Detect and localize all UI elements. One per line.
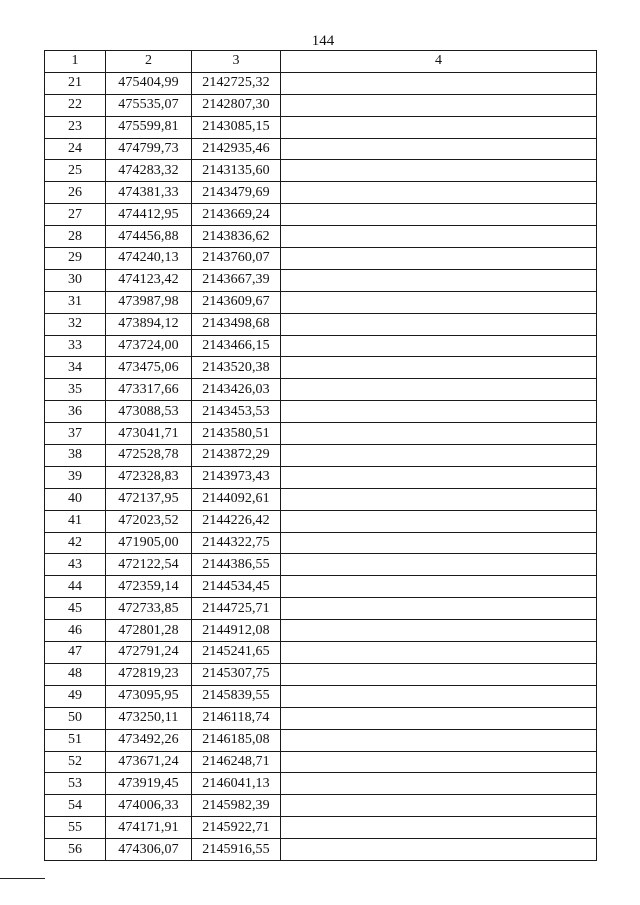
footnote-rule: [0, 878, 45, 879]
table-row: [45, 313, 597, 335]
x-coordinate-cell: 473987,98: [106, 291, 192, 313]
x-coordinate-cell: 473088,53: [106, 401, 192, 423]
y-coordinate-cell: 2146248,71: [192, 751, 281, 773]
note-cell: [281, 423, 597, 445]
x-coordinate-cell: 472328,83: [106, 466, 192, 488]
table-row: [45, 598, 597, 620]
y-coordinate-cell: 2143466,15: [192, 335, 281, 357]
point-number-cell: 34: [45, 357, 106, 379]
x-coordinate-cell: 475599,81: [106, 116, 192, 138]
header-col-1: 1: [45, 51, 106, 73]
point-number-cell: 22: [45, 94, 106, 116]
y-coordinate-cell: 2143580,51: [192, 423, 281, 445]
x-coordinate-cell: 472122,54: [106, 554, 192, 576]
table-row: [45, 94, 597, 116]
y-coordinate-cell: 2143453,53: [192, 401, 281, 423]
y-coordinate-cell: 2144226,42: [192, 510, 281, 532]
note-cell: [281, 773, 597, 795]
note-cell: [281, 379, 597, 401]
point-number-cell: 42: [45, 532, 106, 554]
point-number-cell: 36: [45, 401, 106, 423]
x-coordinate-cell: 473041,71: [106, 423, 192, 445]
table-row: [45, 204, 597, 226]
note-cell: [281, 72, 597, 94]
table-row: [45, 532, 597, 554]
note-cell: [281, 554, 597, 576]
x-coordinate-cell: 472791,24: [106, 642, 192, 664]
x-coordinate-cell: 473095,95: [106, 685, 192, 707]
point-number-cell: 56: [45, 839, 106, 861]
note-cell: [281, 751, 597, 773]
table-row: [45, 226, 597, 248]
point-number-cell: 35: [45, 379, 106, 401]
y-coordinate-cell: 2145982,39: [192, 795, 281, 817]
table-row: [45, 116, 597, 138]
point-number-cell: 49: [45, 685, 106, 707]
x-coordinate-cell: 473475,06: [106, 357, 192, 379]
header-col-2: 2: [106, 51, 192, 73]
y-coordinate-cell: 2144534,45: [192, 576, 281, 598]
y-coordinate-cell: 2143609,67: [192, 291, 281, 313]
y-coordinate-cell: 2143667,39: [192, 269, 281, 291]
note-cell: [281, 138, 597, 160]
note-cell: [281, 357, 597, 379]
table-row: [45, 773, 597, 795]
table-row: [45, 138, 597, 160]
point-number-cell: 38: [45, 445, 106, 467]
point-number-cell: 50: [45, 707, 106, 729]
note-cell: [281, 269, 597, 291]
x-coordinate-cell: 474006,33: [106, 795, 192, 817]
x-coordinate-cell: 473671,24: [106, 751, 192, 773]
table-row: [45, 576, 597, 598]
y-coordinate-cell: 2143498,68: [192, 313, 281, 335]
table-row: [45, 335, 597, 357]
point-number-cell: 31: [45, 291, 106, 313]
x-coordinate-cell: 474171,91: [106, 817, 192, 839]
note-cell: [281, 598, 597, 620]
note-cell: [281, 685, 597, 707]
page-number: 144: [311, 33, 335, 49]
note-cell: [281, 510, 597, 532]
table-row: [45, 488, 597, 510]
x-coordinate-cell: 474283,32: [106, 160, 192, 182]
y-coordinate-cell: 2143479,69: [192, 182, 281, 204]
note-cell: [281, 466, 597, 488]
y-coordinate-cell: 2142725,32: [192, 72, 281, 94]
note-cell: [281, 445, 597, 467]
table-row: [45, 510, 597, 532]
y-coordinate-cell: 2143669,24: [192, 204, 281, 226]
y-coordinate-cell: 2145307,75: [192, 663, 281, 685]
point-number-cell: 45: [45, 598, 106, 620]
y-coordinate-cell: 2143872,29: [192, 445, 281, 467]
note-cell: [281, 116, 597, 138]
x-coordinate-cell: 475535,07: [106, 94, 192, 116]
note-cell: [281, 729, 597, 751]
x-coordinate-cell: 472023,52: [106, 510, 192, 532]
y-coordinate-cell: 2144725,71: [192, 598, 281, 620]
y-coordinate-cell: 2144322,75: [192, 532, 281, 554]
table-row: [45, 248, 597, 270]
table-row: [45, 751, 597, 773]
point-number-cell: 41: [45, 510, 106, 532]
table-row: [45, 291, 597, 313]
y-coordinate-cell: 2145241,65: [192, 642, 281, 664]
table-row: [45, 379, 597, 401]
y-coordinate-cell: 2142807,30: [192, 94, 281, 116]
table-row: [45, 707, 597, 729]
point-number-cell: 51: [45, 729, 106, 751]
point-number-cell: 44: [45, 576, 106, 598]
x-coordinate-cell: 473919,45: [106, 773, 192, 795]
note-cell: [281, 313, 597, 335]
y-coordinate-cell: 2146041,13: [192, 773, 281, 795]
note-cell: [281, 642, 597, 664]
y-coordinate-cell: 2143973,43: [192, 466, 281, 488]
note-cell: [281, 620, 597, 642]
y-coordinate-cell: 2144386,55: [192, 554, 281, 576]
point-number-cell: 55: [45, 817, 106, 839]
point-number-cell: 25: [45, 160, 106, 182]
table-body: [45, 72, 597, 860]
y-coordinate-cell: 2143520,38: [192, 357, 281, 379]
table-row: [45, 160, 597, 182]
x-coordinate-cell: 473317,66: [106, 379, 192, 401]
table-row: [45, 839, 597, 861]
point-number-cell: 30: [45, 269, 106, 291]
x-coordinate-cell: 473250,11: [106, 707, 192, 729]
table-row: [45, 401, 597, 423]
point-number-cell: 37: [45, 423, 106, 445]
point-number-cell: 29: [45, 248, 106, 270]
header-col-3: 3: [192, 51, 281, 73]
x-coordinate-cell: 472801,28: [106, 620, 192, 642]
note-cell: [281, 248, 597, 270]
note-cell: [281, 707, 597, 729]
note-cell: [281, 291, 597, 313]
x-coordinate-cell: 473492,26: [106, 729, 192, 751]
table-row: [45, 423, 597, 445]
note-cell: [281, 839, 597, 861]
note-cell: [281, 204, 597, 226]
x-coordinate-cell: 472819,23: [106, 663, 192, 685]
y-coordinate-cell: 2144912,08: [192, 620, 281, 642]
table-row: [45, 685, 597, 707]
y-coordinate-cell: 2143426,03: [192, 379, 281, 401]
note-cell: [281, 663, 597, 685]
point-number-cell: 54: [45, 795, 106, 817]
point-number-cell: 26: [45, 182, 106, 204]
point-number-cell: 39: [45, 466, 106, 488]
header-col-4: 4: [281, 51, 597, 73]
note-cell: [281, 817, 597, 839]
y-coordinate-cell: 2146185,08: [192, 729, 281, 751]
point-number-cell: 32: [45, 313, 106, 335]
table-row: [45, 554, 597, 576]
note-cell: [281, 401, 597, 423]
point-number-cell: 28: [45, 226, 106, 248]
y-coordinate-cell: 2145839,55: [192, 685, 281, 707]
point-number-cell: 23: [45, 116, 106, 138]
note-cell: [281, 532, 597, 554]
y-coordinate-cell: 2146118,74: [192, 707, 281, 729]
table-row: [45, 445, 597, 467]
x-coordinate-cell: 471905,00: [106, 532, 192, 554]
x-coordinate-cell: 475404,99: [106, 72, 192, 94]
note-cell: [281, 182, 597, 204]
point-number-cell: 47: [45, 642, 106, 664]
table-row: [45, 72, 597, 94]
table-row: [45, 269, 597, 291]
table-row: [45, 729, 597, 751]
note-cell: [281, 488, 597, 510]
y-coordinate-cell: 2145916,55: [192, 839, 281, 861]
x-coordinate-cell: 474381,33: [106, 182, 192, 204]
table-row: [45, 663, 597, 685]
table-row: [45, 795, 597, 817]
note-cell: [281, 576, 597, 598]
note-cell: [281, 160, 597, 182]
x-coordinate-cell: 474123,42: [106, 269, 192, 291]
y-coordinate-cell: 2143760,07: [192, 248, 281, 270]
y-coordinate-cell: 2142935,46: [192, 138, 281, 160]
table-row: [45, 642, 597, 664]
x-coordinate-cell: 474799,73: [106, 138, 192, 160]
x-coordinate-cell: 472137,95: [106, 488, 192, 510]
table-row: [45, 466, 597, 488]
table-row: [45, 182, 597, 204]
point-number-cell: 27: [45, 204, 106, 226]
note-cell: [281, 335, 597, 357]
x-coordinate-cell: 472528,78: [106, 445, 192, 467]
point-number-cell: 46: [45, 620, 106, 642]
x-coordinate-cell: 474456,88: [106, 226, 192, 248]
x-coordinate-cell: 473724,00: [106, 335, 192, 357]
point-number-cell: 53: [45, 773, 106, 795]
x-coordinate-cell: 474412,95: [106, 204, 192, 226]
point-number-cell: 24: [45, 138, 106, 160]
table-row: [45, 817, 597, 839]
point-number-cell: 52: [45, 751, 106, 773]
table-row: [45, 620, 597, 642]
note-cell: [281, 94, 597, 116]
x-coordinate-cell: 473894,12: [106, 313, 192, 335]
table-row: [45, 357, 597, 379]
table-header-row: [45, 51, 597, 73]
x-coordinate-cell: 474240,13: [106, 248, 192, 270]
y-coordinate-cell: 2143085,15: [192, 116, 281, 138]
point-number-cell: 43: [45, 554, 106, 576]
point-number-cell: 48: [45, 663, 106, 685]
point-number-cell: 21: [45, 72, 106, 94]
y-coordinate-cell: 2145922,71: [192, 817, 281, 839]
x-coordinate-cell: 472359,14: [106, 576, 192, 598]
x-coordinate-cell: 474306,07: [106, 839, 192, 861]
y-coordinate-cell: 2143836,62: [192, 226, 281, 248]
coordinates-table: [44, 50, 597, 861]
point-number-cell: 33: [45, 335, 106, 357]
x-coordinate-cell: 472733,85: [106, 598, 192, 620]
y-coordinate-cell: 2143135,60: [192, 160, 281, 182]
point-number-cell: 40: [45, 488, 106, 510]
note-cell: [281, 795, 597, 817]
note-cell: [281, 226, 597, 248]
y-coordinate-cell: 2144092,61: [192, 488, 281, 510]
